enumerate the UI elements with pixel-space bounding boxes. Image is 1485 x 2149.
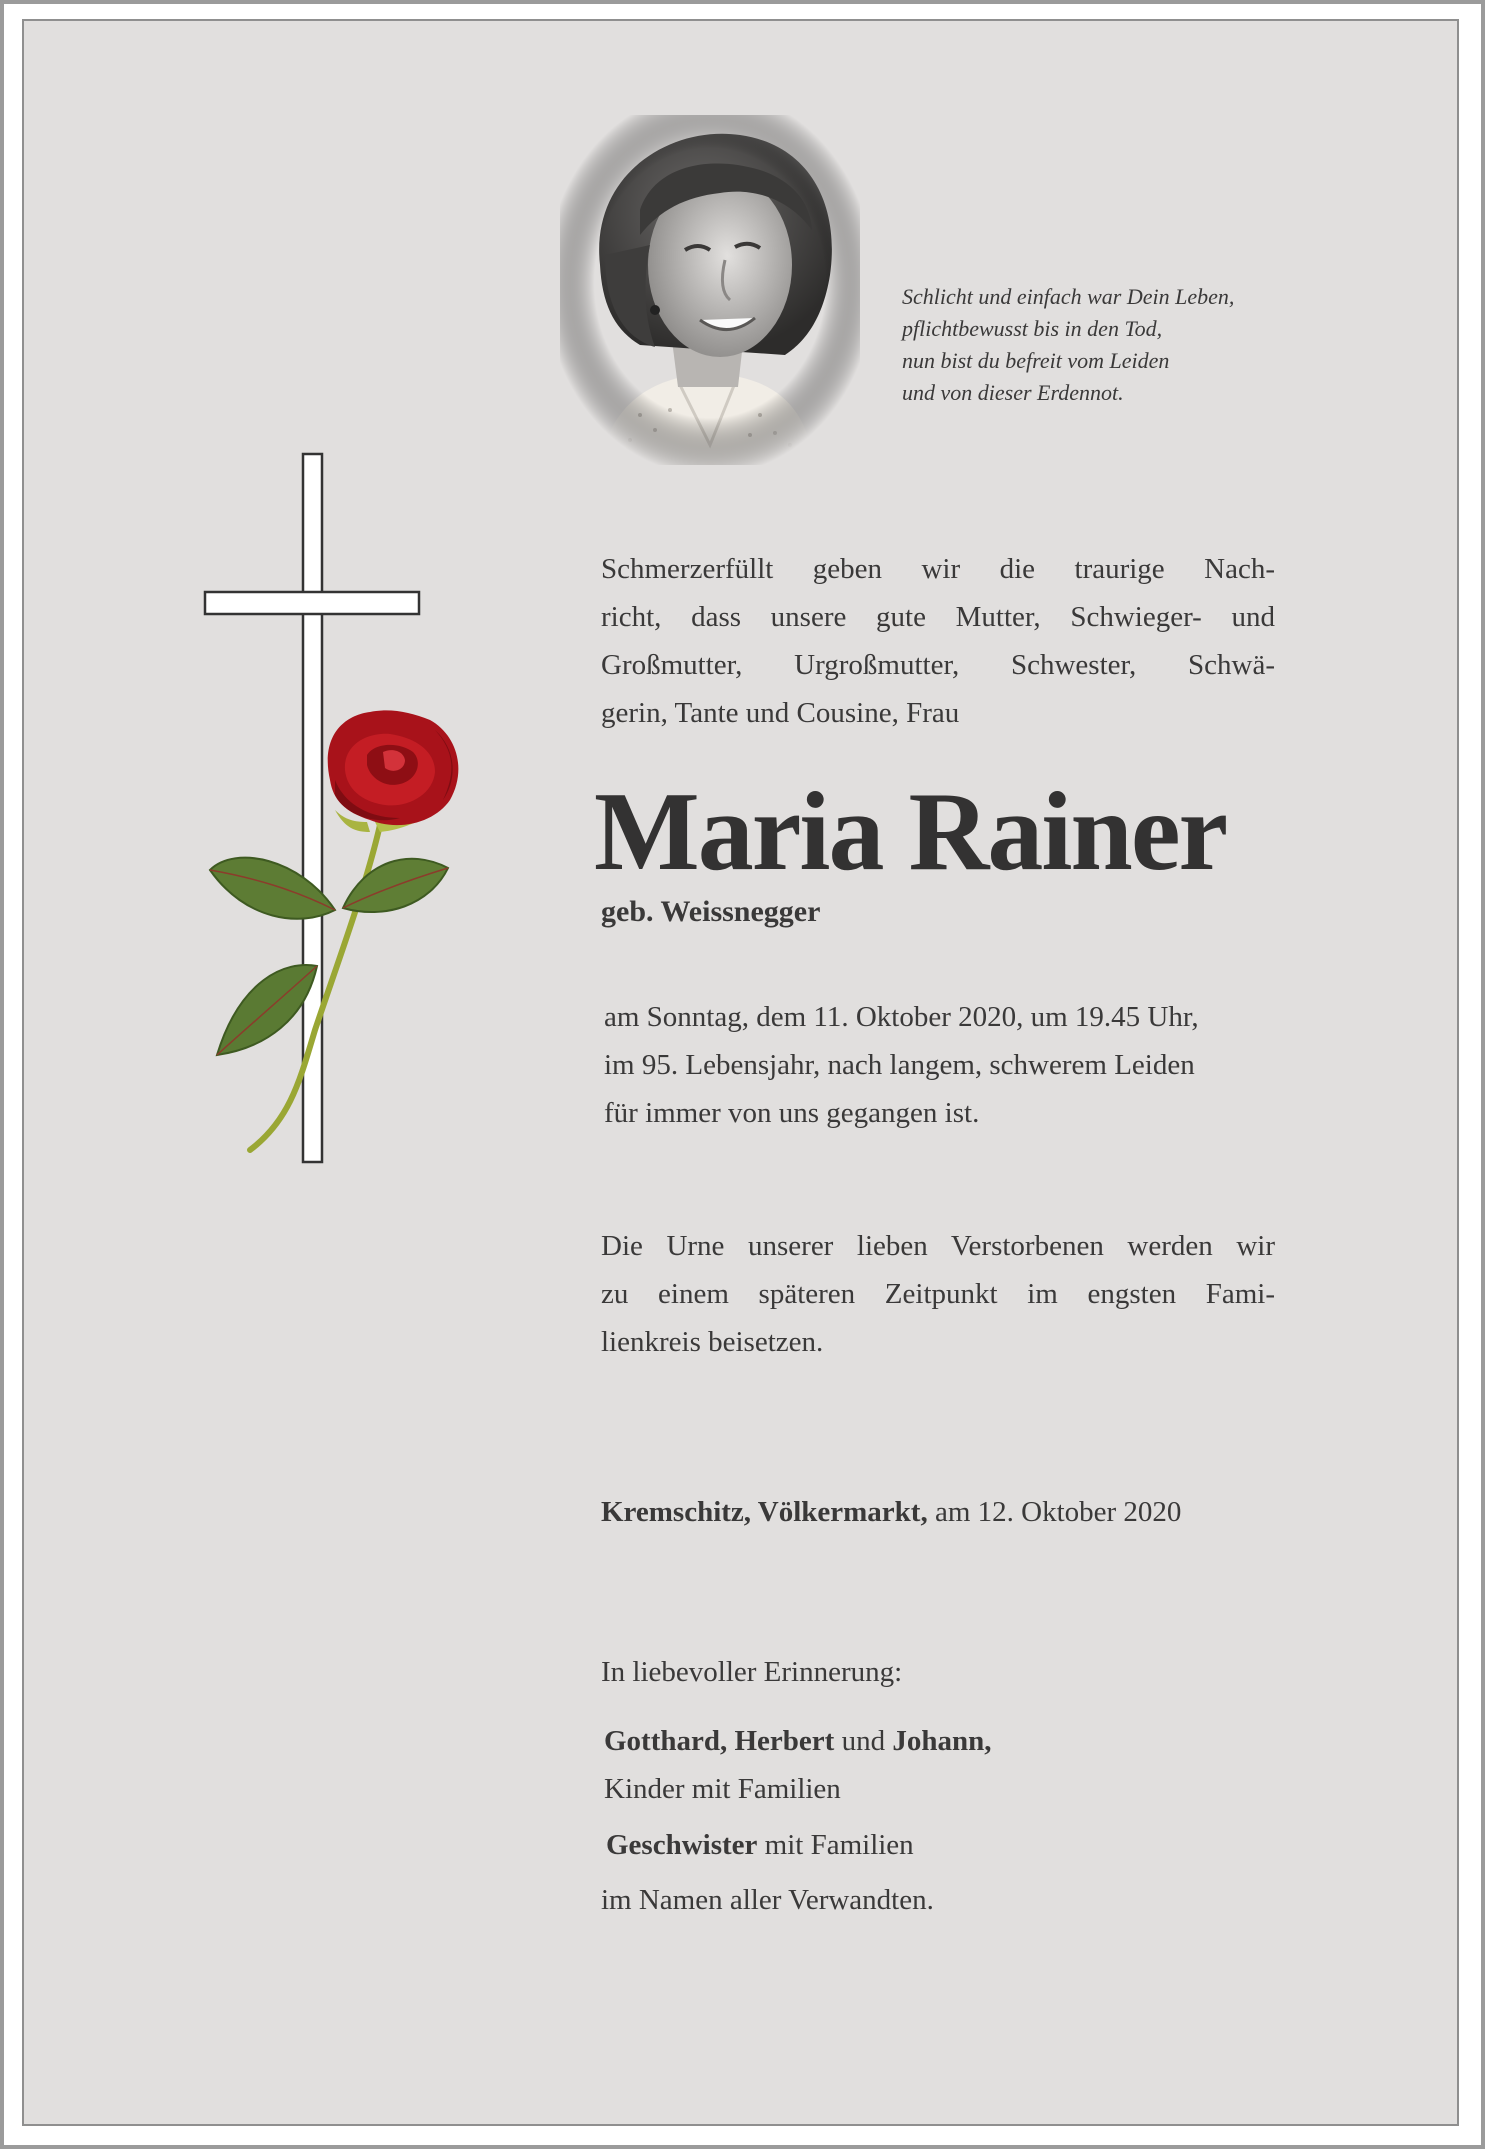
memorial-poem xyxy=(902,281,1382,409)
urn-line: Die Urne unserer lieben Verstorbenen werden wir xyxy=(601,1230,1275,1262)
siblings-name: Geschwister xyxy=(606,1829,758,1861)
place: Kremschitz, Völkermarkt, xyxy=(601,1496,928,1528)
child-name: Gotthard, xyxy=(604,1725,728,1757)
child-name: Herbert xyxy=(734,1725,835,1757)
death-line: am Sonntag, dem 11. Oktober 2020, um 19.45 Uhr, xyxy=(604,1001,1199,1033)
urn-notice xyxy=(601,1222,1275,1366)
death-line: für immer von uns gegangen ist. xyxy=(604,1097,980,1129)
poem-line: und von dieser Erdennot. xyxy=(902,380,1124,405)
memory-intro: In liebevoller Erinnerung: xyxy=(601,1656,903,1688)
closing-line: im Namen aller Verwandten. xyxy=(601,1884,934,1916)
portrait-photo xyxy=(560,115,860,465)
intro-line: Großmutter, Urgroßmutter, Schwester, Schwä- xyxy=(601,649,1275,681)
announcement-intro xyxy=(601,545,1275,737)
child-name: Johann, xyxy=(892,1725,992,1757)
connector: und xyxy=(841,1725,886,1757)
death-line: im 95. Lebensjahr, nach langem, schwerem Leiden xyxy=(604,1049,1195,1081)
intro-line: gerin, Tante und Cousine, Frau xyxy=(601,697,960,729)
intro-line: Schmerzerfüllt geben wir die traurige Nach- xyxy=(601,553,1275,585)
rose-icon xyxy=(210,710,458,1150)
children-label: Kinder mit Familien xyxy=(604,1773,841,1805)
maiden-name: geb. Weissnegger xyxy=(601,895,821,928)
urn-line: lienkreis beisetzen. xyxy=(601,1326,824,1358)
siblings-mourners xyxy=(606,1825,1280,1865)
poem-line: nun bist du befreit vom Leiden xyxy=(902,348,1170,373)
cross-with-rose xyxy=(195,450,485,1170)
poem-line: Schlicht und einfach war Dein Leben, xyxy=(902,284,1235,309)
intro-line: richt, dass unsere gute Mutter, Schwieger- und xyxy=(601,601,1275,633)
deceased-name: Maria Rainer xyxy=(594,770,1227,894)
children-mourners xyxy=(604,1717,1278,1813)
date: am 12. Oktober 2020 xyxy=(934,1496,1182,1528)
urn-line: zu einem späteren Zeitpunkt im engsten Fami- xyxy=(601,1278,1275,1310)
poem-line: pflichtbewusst bis in den Tod, xyxy=(902,316,1163,341)
siblings-label: mit Familien xyxy=(764,1829,914,1861)
death-notice xyxy=(604,993,1278,1137)
place-and-date xyxy=(601,1492,1275,1532)
